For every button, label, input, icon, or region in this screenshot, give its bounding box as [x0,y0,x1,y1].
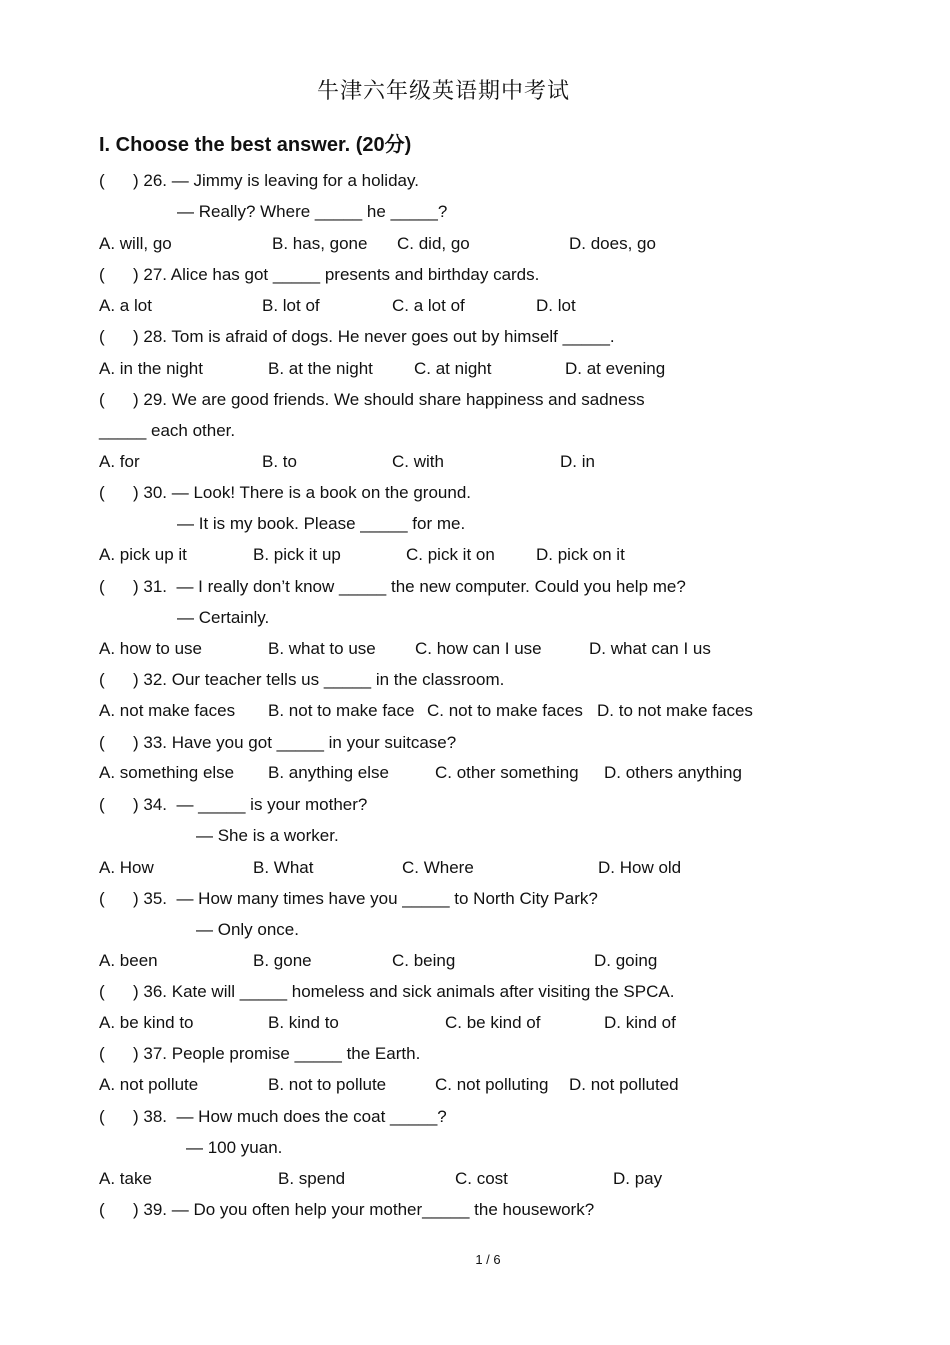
answer-option: A. take [99,1169,152,1188]
answer-option: C. be kind of [445,1013,541,1032]
answer-option: A. not make faces [99,701,236,720]
answer-option: C. did, go [397,234,470,253]
answer-option: D. in [560,452,595,471]
section-heading: I. Choose the best answer. (20分) [99,134,412,156]
question-line: — Only once. [196,920,299,939]
answer-option: A. how to use [99,639,203,658]
answer-option: B. to [262,452,297,471]
answer-option: D. going [594,951,658,970]
question-line: ( ) 27. Alice has got _____ presents and birthday cards. [99,265,540,284]
question-line: ( ) 38. — How much does the coat _____? [99,1107,447,1126]
answer-option: D. others anything [604,763,742,782]
question-line: ( ) 33. Have you got _____ in your suitcase? [99,733,457,752]
question-line: — It is my book. Please _____ for me. [177,514,466,533]
answer-option: D. what can I us [589,639,711,658]
answer-option: C. with [392,452,444,471]
answer-option: B. What [253,858,314,877]
answer-option: A. be kind to [99,1013,194,1032]
question-line: — Really? Where _____ he _____? [177,202,448,221]
answer-option: B. not to make face [268,701,415,720]
answer-option: D. not polluted [569,1075,679,1094]
question-line: ( ) 28. Tom is afraid of dogs. He never goes out by himself _____. [99,327,615,346]
answer-option: A. not pollute [99,1075,199,1094]
answer-option: B. at the night [268,359,373,378]
question-line: ( ) 35. — How many times have you _____ to North City Park? [99,889,598,908]
answer-option: D. pay [613,1169,663,1188]
answer-option: B. what to use [268,639,376,658]
answer-option: C. how can I use [415,639,542,658]
question-line: ( ) 31. — I really don’t know _____ the new computer. Could you help me? [99,577,686,596]
answer-option: D. How old [598,858,682,877]
question-line: ( ) 37. People promise _____ the Earth. [99,1044,421,1063]
answer-option: C. a lot of [392,296,465,315]
answer-option: B. spend [278,1169,346,1188]
answer-option: A. in the night [99,359,203,378]
question-line: ( ) 36. Kate will _____ homeless and sick animals after visiting the SPCA. [99,982,675,1001]
answer-option: C. cost [455,1169,508,1188]
question-line: — 100 yuan. [186,1138,283,1157]
answer-option: B. anything else [268,763,389,782]
answer-option: B. kind to [268,1013,339,1032]
answer-option: A. been [99,951,158,970]
answer-option: C. Where [402,858,474,877]
question-line: ( ) 32. Our teacher tells us _____ in the classroom. [99,670,505,689]
answer-option: C. being [392,951,456,970]
answer-option: D. kind of [604,1013,676,1032]
question-line: ( ) 29. We are good friends. We should share happiness and sadness [99,390,645,409]
page-number: 1 / 6 [475,1252,501,1267]
answer-option: B. not to pollute [268,1075,387,1094]
question-line: _____ each other. [99,421,236,440]
answer-option: D. to not make faces [597,701,753,720]
question-line: ( ) 30. — Look! There is a book on the ground. [99,483,472,502]
answer-option: C. other something [435,763,579,782]
answer-option: C. not polluting [435,1075,549,1094]
answer-option: B. lot of [262,296,320,315]
question-line: ( ) 26. — Jimmy is leaving for a holiday. [99,171,419,190]
answer-option: A. will, go [99,234,172,253]
question-line: — Certainly. [177,608,270,627]
answer-option: B. pick it up [253,545,341,564]
answer-option: A. a lot [99,296,152,315]
answer-option: A. something else [99,763,235,782]
page-title: 牛津六年级英语期中考试 [316,79,570,104]
answer-option: D. does, go [569,234,656,253]
question-line: ( ) 39. — Do you often help your mother_____ the housework? [99,1200,595,1219]
answer-option: D. pick on it [536,545,625,564]
answer-option: B. gone [253,951,312,970]
answer-option: C. pick it on [406,545,495,564]
answer-option: B. has, gone [272,234,368,253]
answer-option: D. at evening [565,359,666,378]
question-line: ( ) 34. — _____ is your mother? [99,795,368,814]
answer-option: A. How [99,858,154,877]
answer-option: C. at night [414,359,492,378]
answer-option: A. for [99,452,140,471]
answer-option: D. lot [536,296,576,315]
answer-option: A. pick up it [99,545,187,564]
question-line: — She is a worker. [196,826,339,845]
answer-option: C. not to make faces [427,701,583,720]
